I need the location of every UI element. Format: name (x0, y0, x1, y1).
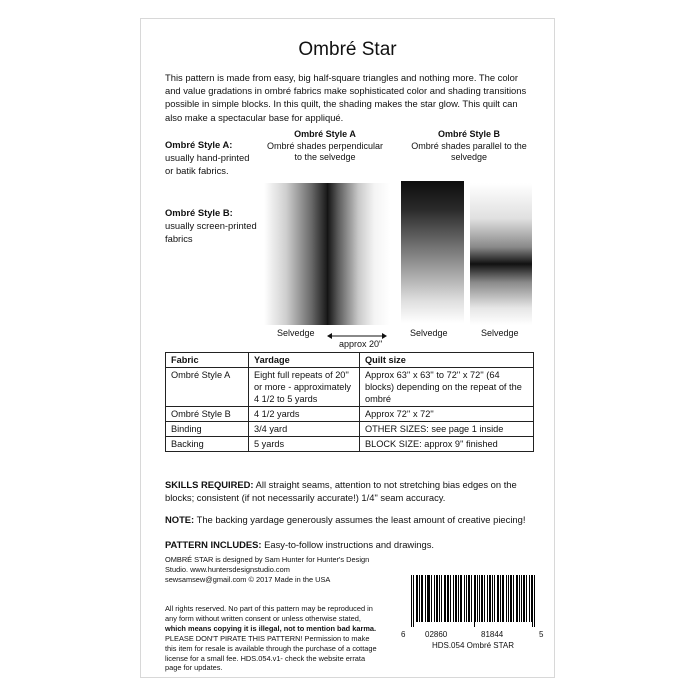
style-b-caption (409, 129, 529, 164)
style-b-note (165, 206, 260, 245)
pattern-includes (165, 538, 537, 551)
rights-text-continued: PLEASE DON'T PIRATE THIS PATTERN! Permission to make this item for resale is available through the purchase of a cottage license for a small fee. HDS.054.v1- check the website errata page for updates. (165, 633, 377, 673)
approx-width-label: approx 20" (339, 339, 383, 349)
style-a-caption-text: Ombré shades perpendicular to the selvedge (266, 140, 384, 162)
ombre-style-a-swatch-2 (327, 183, 390, 325)
ombre-style-a-swatch-1 (264, 183, 327, 325)
barcode-digit: 6 (401, 630, 406, 639)
credit-line: OMBRÉ STAR is designed by Sam Hunter for Hunter's Design (165, 555, 370, 564)
skills-text: All straight seams, attention to not stretching bias edges on the blocks; consistent (if not necessarily accurate!) 1/4" seam accuracy. (165, 479, 517, 503)
style-b-note-text: usually screen-printed fabrics (165, 220, 257, 244)
note-label: NOTE: (165, 514, 195, 525)
barcode-digit-group: 81844 (481, 630, 504, 639)
selvedge-label-b2: Selvedge (481, 328, 519, 338)
style-a-caption-title: Ombré Style A (294, 129, 356, 139)
skills-required (165, 478, 537, 504)
rights-bold-text: which means copying it is illegal, not to mention bad karma. (165, 623, 377, 633)
style-a-caption (265, 129, 385, 164)
includes-text: Easy-to-follow instructions and drawings. (261, 539, 435, 550)
table-cell: Ombré Style A (166, 368, 249, 407)
designer-credit (165, 555, 425, 585)
includes-label: PATTERN INCLUDES: (165, 539, 262, 550)
table-row (166, 422, 534, 437)
product-code-label: HDS.054 Ombré STAR (431, 641, 515, 650)
table-cell: Approx 63'' x 63'' to 72'' x 72'' (64 blocks) depending on the repeat of the ombré (360, 368, 534, 407)
copyright-notice (165, 604, 379, 673)
table-cell: 4 1/2 yards (249, 407, 360, 422)
selvedge-label-a: Selvedge (277, 328, 315, 338)
skills-label: SKILLS REQUIRED: (165, 479, 254, 490)
style-a-note-label: Ombré Style A: (165, 139, 233, 150)
note-text: The backing yardage generously assumes the least amount of creative piecing! (194, 514, 526, 525)
ombre-style-b-swatch-2 (470, 183, 532, 325)
table-row (166, 437, 534, 452)
table-cell: Approx 72'' x 72'' (360, 407, 534, 422)
barcode-digit-group: 02860 (425, 630, 448, 639)
credit-line: sewsamsew@gmail.com © 2017 Made in the USA (165, 574, 331, 584)
table-header: Fabric (166, 353, 249, 368)
rights-text: All rights reserved. No part of this pattern may be reproduced in any form without written consent or unless otherwise stated, (165, 604, 373, 623)
fabric-requirements-table (165, 352, 534, 452)
table-header-row (166, 353, 534, 368)
ombre-style-b-swatch-1 (401, 181, 464, 323)
table-row (166, 407, 534, 422)
style-b-note-label: Ombré Style B: (165, 207, 233, 218)
intro-paragraph: This pattern is made from easy, big half-square triangles and nothing more. The color and value gradations in ombré fabrics make sophisticated color and shading transitions possible in simple blocks. In this quilt, the shading makes the star glow. This quilt can also make a spectacular base for appliqué. (165, 72, 527, 123)
table-cell: Eight full repeats of 20'' or more - approximately 4 1/2 to 5 yards (249, 368, 360, 407)
style-a-note (165, 138, 260, 177)
note (165, 513, 537, 526)
page-title: Ombré Star (298, 39, 397, 60)
table-cell: Backing (166, 437, 249, 452)
selvedge-label-b1: Selvedge (410, 328, 448, 338)
table-header: Quilt size (360, 353, 534, 368)
table-cell: Ombré Style B (166, 407, 249, 422)
table-cell: BLOCK SIZE: approx 9'' finished (360, 437, 534, 452)
barcode-block (399, 575, 547, 665)
style-b-caption-text: Ombré shades parallel to the selvedge (411, 140, 527, 162)
style-a-note-text: usually hand-printed or batik fabrics. (165, 152, 250, 176)
table-header: Yardage (249, 353, 360, 368)
table-row (166, 368, 534, 407)
table-cell: OTHER SIZES: see page 1 inside (360, 422, 534, 437)
table-cell: Binding (166, 422, 249, 437)
table-cell: 3/4 yard (249, 422, 360, 437)
table-cell: 5 yards (249, 437, 360, 452)
credit-line: Studio. www.huntersdesignstudio.com (165, 564, 290, 574)
barcode-digit: 5 (539, 630, 544, 639)
barcode-icon (411, 575, 535, 627)
pattern-back-cover (140, 18, 555, 678)
style-b-caption-title: Ombré Style B (437, 129, 501, 139)
